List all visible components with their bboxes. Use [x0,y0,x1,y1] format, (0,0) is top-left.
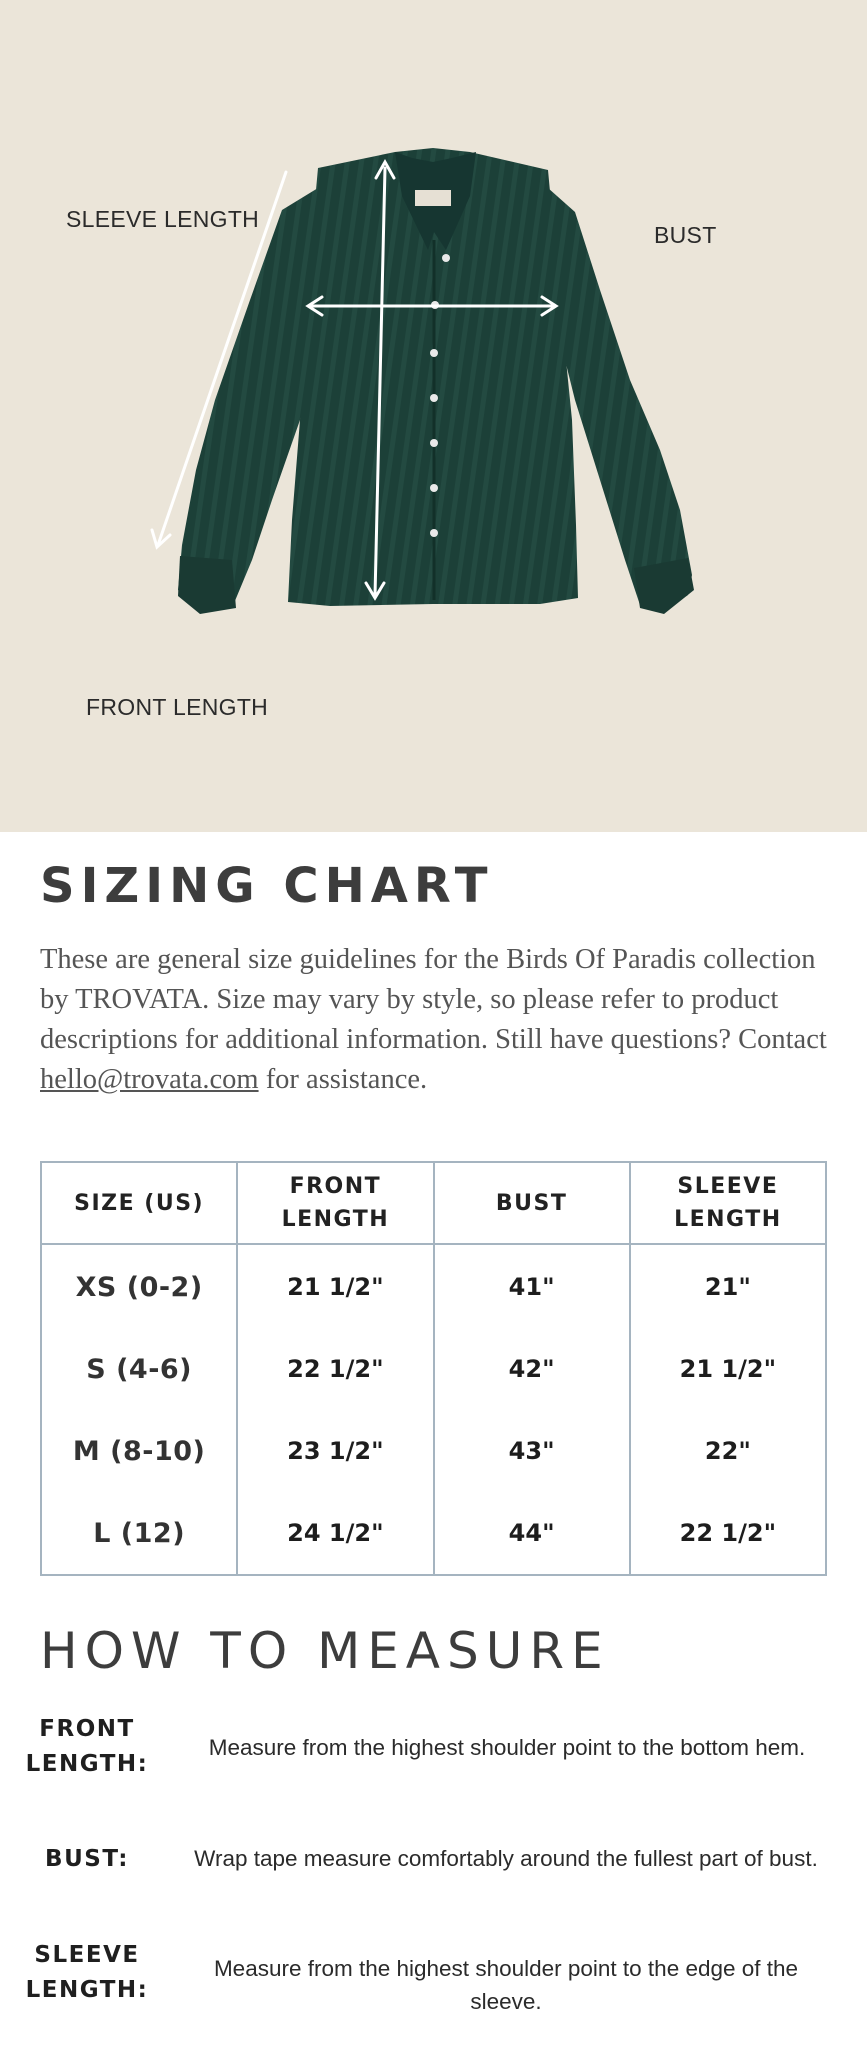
size-cell: M (8-10) [72,1435,206,1467]
contact-email-link[interactable]: hello@trovata.com [40,1064,259,1095]
bust-term: BUST: [45,1846,129,1872]
header-size: SIZE (US) [41,1162,237,1244]
bust-label: BUST [654,222,717,248]
bust-cell: 44" [434,1492,630,1575]
sizing-intro [40,940,840,1100]
intro-text: These are general size guidelines for the Birds Of Paradis collection by TROVATA. Size may vary by style, so please refer to product descriptions for additional information. Still have questions? Contact [40,944,827,1055]
sleeve-length-cell: 21 1/2" [630,1328,826,1410]
table-row [41,1244,826,1328]
right-cuff [634,558,694,614]
front-length-cell: 21 1/2" [237,1244,433,1328]
header-front-length: FRONT LENGTH [237,1162,433,1244]
front-length-cell: 22 1/2" [237,1328,433,1410]
sleeve-length-description: Measure from the highest shoulder point to the edge of the sleeve. [213,1956,799,2014]
sizing-chart-title: SIZING CHART [40,858,494,914]
sleeve-length-cell: 22" [630,1410,826,1492]
front-length-cell: 24 1/2" [237,1492,433,1575]
table-row [41,1328,826,1410]
sizing-table [40,1161,827,1576]
header-bust: BUST [434,1162,630,1244]
table-header-row [41,1162,826,1244]
shirt-tag [415,190,451,206]
bust-cell: 41" [434,1244,630,1328]
front-length-term: FRONT LENGTH: [25,1716,149,1777]
front-length-description: Measure from the highest shoulder point to the bottom hem. [208,1735,806,1760]
how-to-measure-title: HOW TO MEASURE [40,1622,610,1680]
product-measurement-image [0,0,867,832]
size-cell: S (4-6) [86,1353,193,1385]
table-row [41,1410,826,1492]
front-length-label: FRONT LENGTH [86,694,269,720]
left-cuff [178,556,236,614]
bust-cell: 43" [434,1410,630,1492]
intro-text-end: for assistance. [258,1064,428,1095]
table-row [41,1492,826,1575]
size-cell: XS (0-2) [75,1271,203,1303]
sleeve-length-cell: 21" [630,1244,826,1328]
bust-description: Wrap tape measure comfortably around the fullest part of bust. [194,1846,818,1871]
sleeve-length-cell: 22 1/2" [630,1492,826,1575]
size-cell: L (12) [93,1517,186,1549]
header-sleeve-length: SLEEVE LENGTH [630,1162,826,1244]
bust-cell: 42" [434,1328,630,1410]
front-length-cell: 23 1/2" [237,1410,433,1492]
sleeve-length-label: SLEEVE LENGTH [66,206,260,232]
sleeve-length-term: SLEEVE LENGTH: [25,1942,149,2003]
